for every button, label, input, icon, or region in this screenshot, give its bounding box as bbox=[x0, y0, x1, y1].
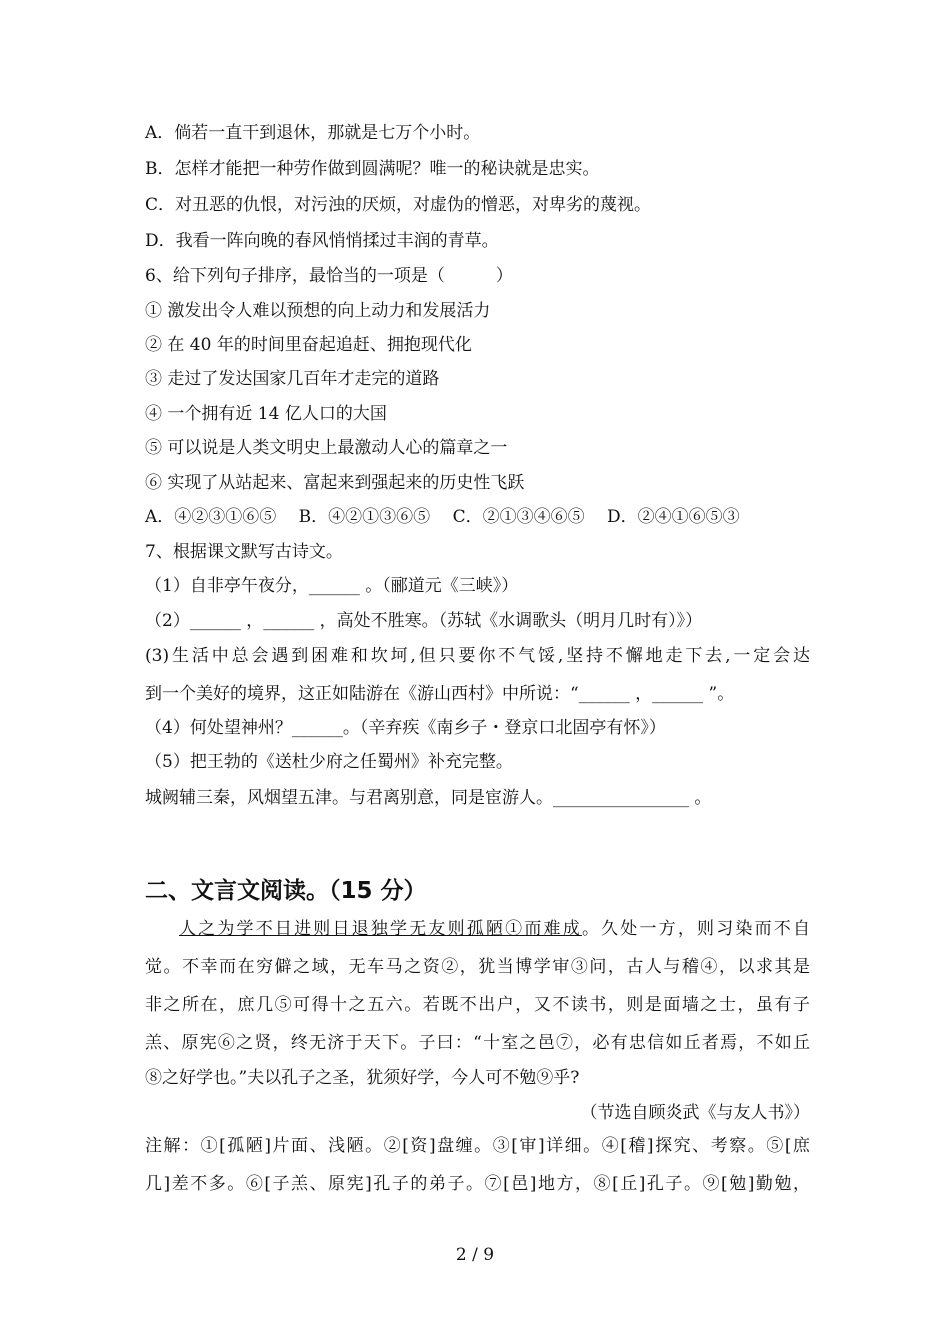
question-7-part-1: （1）自非亭午夜分，______ 。（郦道元《三峡》） bbox=[145, 576, 519, 596]
page-number: 2 / 9 bbox=[455, 1245, 495, 1265]
sentence-item: ② 在 40 年的时间里奋起追赶、拥抱现代化 bbox=[145, 335, 472, 355]
option-c: C．对丑恶的仇恨，对污浊的厌烦，对虚伪的憎恶，对卑劣的蔑视。 bbox=[145, 195, 652, 215]
section-heading: 二、文言文阅读。（15 分） bbox=[145, 878, 427, 904]
sentence-item: ⑤ 可以说是人类文明史上最激动人心的篇章之一 bbox=[145, 438, 508, 458]
passage-line-2: 觉。不幸而在穷僻之域，无车马之资②，犹当博学审③问，古人与稽④，以求其是 bbox=[145, 957, 810, 977]
passage-source: （节选自顾炎武《与友人书》） bbox=[580, 1103, 810, 1123]
option-b: B．怎样才能把一种劳作做到圆满呢？唯一的秘诀就是忠实。 bbox=[145, 159, 600, 179]
sentence-item: ① 激发出令人难以预想的向上动力和发展活力 bbox=[145, 301, 491, 321]
notes-line-2: 几]差不多。⑥[子羔、原宪]孔子的弟子。⑦[邑]地方，⑧[丘]孔子。⑨[勉]勤勉， bbox=[145, 1174, 810, 1194]
question-7-part-5: （5）把王勃的《送杜少府之任蜀州》补充完整。 bbox=[145, 752, 513, 772]
passage-line-3: 非之所在，庶几⑤可得十之五六。若既不出户，又不读书，则是面墙之士，虽有子 bbox=[145, 995, 810, 1015]
option-a: A．倘若一直干到退休，那就是七万个小时。 bbox=[145, 123, 481, 143]
option-d: D．我看一阵向晚的春风悄悄揉过丰润的青草。 bbox=[145, 231, 499, 251]
question-7-part-2: （2）______ ，______ ，高处不胜寒。（苏轼《水调歌头（明月几时有）》） bbox=[145, 611, 703, 631]
passage-line-5: ⑧之好学也。”夫以孔子之圣，犹须好学，今人可不勉⑨乎? bbox=[145, 1068, 580, 1088]
sentence-item: ④ 一个拥有近 14 亿人口的大国 bbox=[145, 404, 387, 424]
passage-line-1 bbox=[145, 917, 810, 941]
question-6-choices: A．④②③①⑥⑤ B．④②①③⑥⑤ C．②①③④⑥⑤ D．②④①⑥⑤③ bbox=[145, 507, 740, 527]
notes-line-1: 注解：①[孤陋]片面、浅陋。②[资]盘缠。③[审]详细。④[稽]探究、考察。⑤[庶 bbox=[145, 1136, 810, 1156]
question-6-stem: 6、给下列句子排序，最恰当的一项是（ ） bbox=[145, 266, 513, 286]
question-7-part-4: （4）何处望神州？______。（辛弃疾《南乡子・登京口北固亭有怀》） bbox=[145, 718, 666, 738]
passage-text: 。久处一方，则习染而不自 bbox=[581, 919, 810, 939]
question-7-part-5-poem: 城阙辅三秦，风烟望五津。与君离别意，同是宦游人。________________ 。 bbox=[145, 788, 712, 808]
question-7-part-3-line-2: 到一个美好的境界，这正如陆游在《游山西村》中所说：“______ ，______ ”。 bbox=[145, 684, 735, 704]
passage-line-4: 羔、原宪⑥之贤，终无济于天下。子曰：“十室之邑⑦，必有忠信如丘者焉，不如丘 bbox=[145, 1033, 810, 1053]
question-7-stem: 7、根据课文默写古诗文。 bbox=[145, 542, 343, 562]
underlined-sentence: 人之为学不日进则日退独学无友则孤陋①而难成 bbox=[179, 919, 582, 939]
sentence-item: ③ 走过了发达国家几百年才走完的道路 bbox=[145, 369, 440, 389]
question-7-part-3-line-1: (3)生活中总会遇到困难和坎坷,但只要你不气馁,坚持不懈地走下去,一定会达 bbox=[145, 646, 810, 666]
sentence-item: ⑥ 实现了从站起来、富起来到强起来的历史性飞跃 bbox=[145, 473, 525, 493]
